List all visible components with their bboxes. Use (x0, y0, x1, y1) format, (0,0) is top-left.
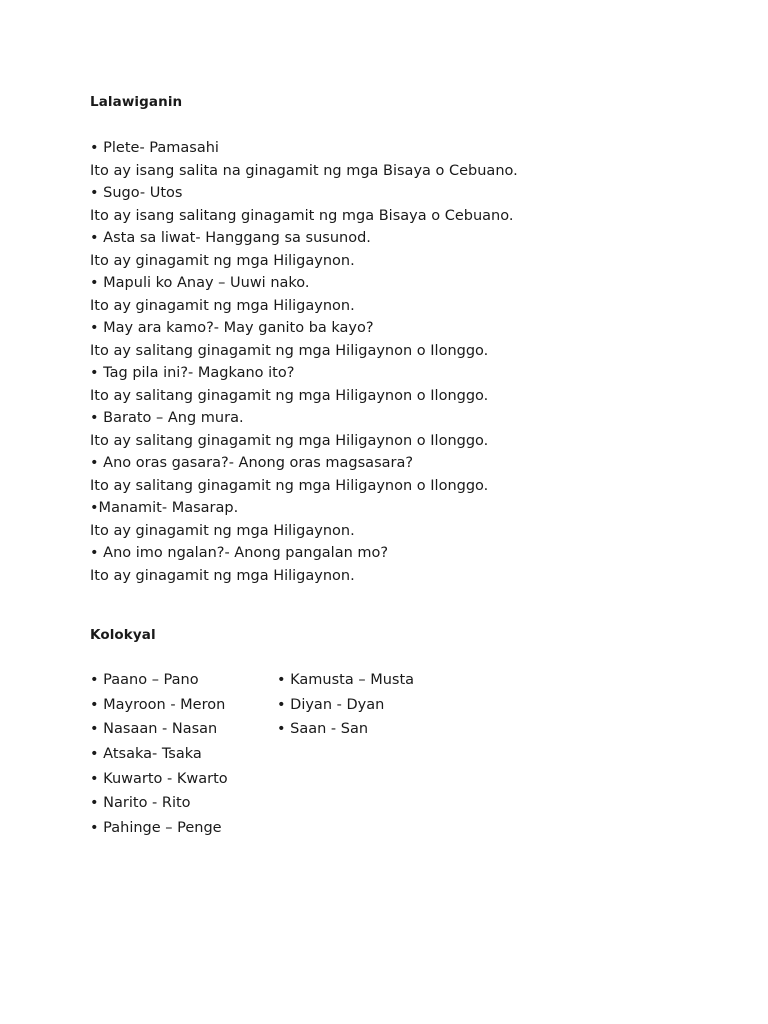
list-item: Ito ay isang salitang ginagamit ng mga Bisaya o Cebuano. (90, 207, 514, 224)
list-item: • Diyan - Dyan (277, 696, 385, 713)
list-item: • Atsaka- Tsaka (90, 746, 202, 763)
kolokyal-list-left (90, 668, 280, 841)
list-item: Ito ay ginagamit ng mga Hiligaynon. (90, 522, 355, 539)
list-item: • Mapuli ko Anay – Uuwi nako. (90, 275, 310, 291)
list-item: • Sugo- Utos (90, 185, 183, 201)
lalawiganin-list (90, 137, 730, 587)
list-item: • Mayroon - Meron (90, 696, 226, 713)
list-item: • Saan - San (277, 721, 369, 738)
list-item: Ito ay ginagamit ng mga Hiligaynon. (90, 252, 355, 269)
list-item: • Ano imo ngalan?- Anong pangalan mo? (90, 545, 389, 561)
list-item: Ito ay ginagamit ng mga Hiligaynon. (90, 297, 355, 314)
list-item: • Barato – Ang mura. (90, 410, 244, 426)
list-item: • Kuwarto - Kwarto (90, 770, 228, 787)
section-heading-lalawiganin: Lalawiganin (90, 94, 183, 110)
list-item: Ito ay isang salita na ginagamit ng mga Bisaya o Cebuano. (90, 162, 518, 179)
list-item: Ito ay salitang ginagamit ng mga Hiligaynon o Ilonggo. (90, 432, 489, 449)
list-item: • Plete- Pamasahi (90, 140, 219, 156)
list-item: Ito ay salitang ginagamit ng mga Hiligaynon o Ilonggo. (90, 387, 489, 404)
section-heading-kolokyal: Kolokyal (90, 627, 156, 643)
list-item: Ito ay ginagamit ng mga Hiligaynon. (90, 567, 355, 584)
list-item: • Narito - Rito (90, 795, 191, 812)
list-item: Ito ay salitang ginagamit ng mga Hiligaynon o Ilonggo. (90, 477, 489, 494)
list-item: • Ano oras gasara?- Anong oras magsasara? (90, 455, 414, 471)
list-item: • Paano – Pano (90, 672, 199, 688)
list-item: • Pahinge – Penge (90, 820, 222, 837)
list-item: • Nasaan - Nasan (90, 721, 218, 738)
kolokyal-list-right (277, 668, 497, 742)
list-item: • Tag pila ini?- Magkano ito? (90, 365, 295, 381)
list-item: • Asta sa liwat- Hanggang sa susunod. (90, 230, 371, 246)
list-item: • May ara kamo?- May ganito ba kayo? (90, 320, 374, 336)
list-item: • Kamusta – Musta (277, 672, 415, 688)
list-item: •Manamit- Masarap. (90, 500, 239, 516)
list-item: Ito ay salitang ginagamit ng mga Hiligaynon o Ilonggo. (90, 342, 489, 359)
